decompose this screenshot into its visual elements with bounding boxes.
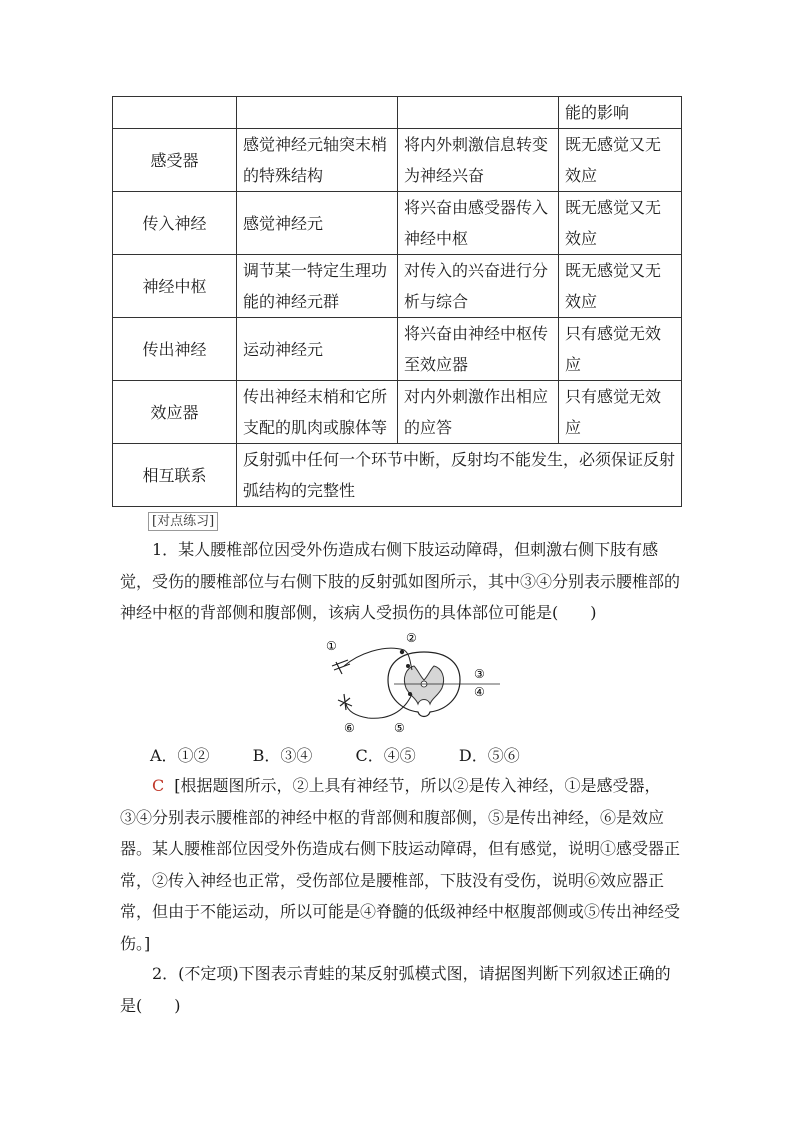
table-cell: 既无感觉又无效应 xyxy=(559,129,682,192)
table-cell: 神经中枢 xyxy=(113,255,237,318)
option-d[interactable]: D．⑤⑥ xyxy=(458,746,520,765)
table-cell: 将兴奋由神经中枢传至效应器 xyxy=(398,318,559,381)
table-cell: 只有感觉无效应 xyxy=(559,318,682,381)
answer-letter: C xyxy=(152,776,165,795)
table-row xyxy=(113,129,682,192)
table-cell: 既无感觉又无效应 xyxy=(559,255,682,318)
table-row xyxy=(113,255,682,318)
figure-label: ③ xyxy=(474,667,485,681)
table-cell: 相互联系 xyxy=(113,444,237,507)
table-cell: 调节某一特定生理功能的神经元群 xyxy=(237,255,398,318)
figure-label: ⑥ xyxy=(344,721,355,735)
table-cell: 对传入的兴奋进行分析与综合 xyxy=(398,255,559,318)
question-1-text: 1．某人腰椎部位因受外伤造成右侧下肢运动障碍，但刺激右侧下肢有感觉，受伤的腰椎部位与右侧下肢的反射弧如图所示，其中③④分别表示腰椎部的神经中枢的背部侧和腹部侧，该病人受损伤的具体部位可能是( ) xyxy=(120,540,681,622)
table-cell: 能的影响 xyxy=(559,97,682,129)
table-cell: 传入神经 xyxy=(113,192,237,255)
section-tag: [对点练习] xyxy=(148,512,218,531)
table-cell: 对内外刺激作出相应的应答 xyxy=(398,381,559,444)
question-1-explanation xyxy=(120,770,680,959)
table-cell: 传出神经 xyxy=(113,318,237,381)
figure-label: ⑤ xyxy=(394,721,405,735)
table-row xyxy=(113,444,682,507)
table-row xyxy=(113,318,682,381)
table-cell: 效应器 xyxy=(113,381,237,444)
table-row xyxy=(113,192,682,255)
table-row xyxy=(113,97,682,129)
question-1-options xyxy=(150,742,558,770)
figure-label: ④ xyxy=(474,685,485,699)
figure-label: ① xyxy=(326,639,337,653)
table-cell xyxy=(398,97,559,129)
table-cell xyxy=(113,97,237,129)
table-cell: 只有感觉无效应 xyxy=(559,381,682,444)
table-cell: 反射弧中任何一个环节中断，反射均不能发生，必须保证反射弧结构的完整性 xyxy=(237,444,682,507)
option-c[interactable]: C．④⑤ xyxy=(355,746,416,765)
table-cell: 运动神经元 xyxy=(237,318,398,381)
reflex-arc-figure xyxy=(318,628,508,738)
table-cell: 感觉神经元 xyxy=(237,192,398,255)
table-cell: 既无感觉又无效应 xyxy=(559,192,682,255)
table-cell: 感受器 xyxy=(113,129,237,192)
explanation-text: [根据题图所示，②上具有神经节，所以②是传入神经，①是感受器，③④分别表示腰椎部的神经中枢的背部侧和腹部侧，⑤是传出神经，⑥是效应器。某人腰椎部位因受外伤造成右侧下肢运动障碍，但有感觉，说明①感受器正常，②传入神经也正常，受伤部位是腰椎部，下肢没有受伤，说明⑥效应器正常，但由于不能运动，所以可能是④脊髓的低级神经中枢腹部侧或⑤传出神经受伤。] xyxy=(120,776,681,953)
table-cell: 将内外刺激信息转变为神经兴奋 xyxy=(398,129,559,192)
table-cell xyxy=(237,97,398,129)
option-b[interactable]: B．③④ xyxy=(252,746,313,765)
table-cell: 传出神经末梢和它所支配的肌肉或腺体等 xyxy=(237,381,398,444)
table-row xyxy=(113,381,682,444)
table-cell: 感觉神经元轴突末梢的特殊结构 xyxy=(237,129,398,192)
reflex-arc-table xyxy=(112,96,682,507)
figure-label: ② xyxy=(406,631,417,645)
question-2-text: 2．(不定项)下图表示青蛙的某反射弧模式图，请据图判断下列叙述正确的是( ) xyxy=(120,964,671,1015)
table-cell: 将兴奋由感受器传入神经中枢 xyxy=(398,192,559,255)
option-a[interactable]: A．①② xyxy=(150,746,210,765)
